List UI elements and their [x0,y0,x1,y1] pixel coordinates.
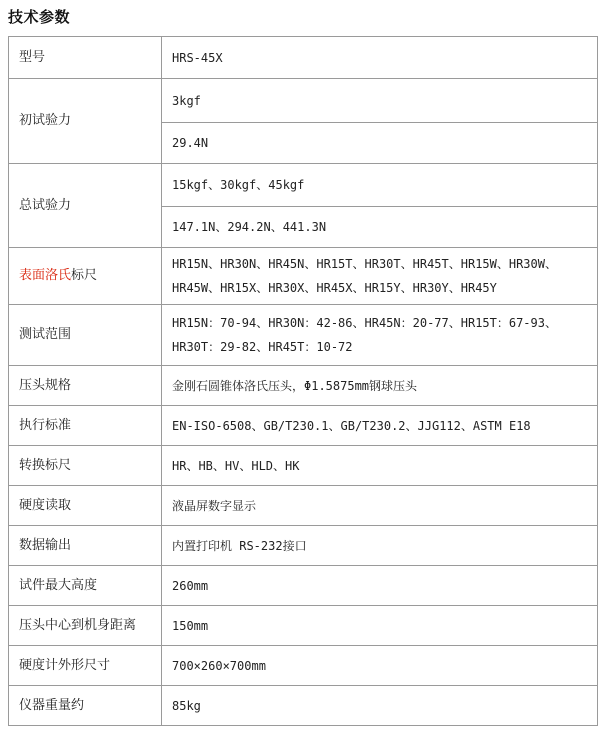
row-value: 85kg [162,686,598,726]
value-line: HR30T：29-82、HR45T：10-72 [172,340,353,354]
table-row-throat [9,606,598,646]
spec-table [8,36,598,726]
table-row-indenter [9,366,598,406]
row-value: 700×260×700mm [162,646,598,686]
row-value: HR、HB、HV、HLD、HK [162,446,598,486]
table-row-total-force [9,164,598,207]
label-rest: 标尺 [71,268,98,283]
row-value: 150mm [162,606,598,646]
table-row-standard [9,406,598,446]
row-label: 压头中心到机身距离 [9,606,162,646]
row-value: 金刚石圆锥体洛氏压头，Φ1.5875mm钢球压头 [162,366,598,406]
row-label: 型号 [9,37,162,79]
row-value: 内置打印机 RS-232接口 [162,526,598,566]
row-value: 3kgf [162,79,598,123]
row-label: 转换标尺 [9,446,162,486]
table-row-weight [9,686,598,726]
row-label: 仪器重量约 [9,686,162,726]
value-line: HR15N、HR30N、HR45N、HR15T、HR30T、HR45T、HR15W、HR30W、 [172,257,557,271]
row-value: EN-ISO-6508、GB/T230.1、GB/T230.2、JJG112、ASTM E18 [162,406,598,446]
table-row-initial-force [9,79,598,123]
row-label: 数据输出 [9,526,162,566]
row-value: 260mm [162,566,598,606]
row-label: 测试范围 [9,305,162,366]
table-row-max-height [9,566,598,606]
table-row-test-range [9,305,598,366]
row-value [162,248,598,305]
table-row-conversion [9,446,598,486]
table-row-reading [9,486,598,526]
row-value: HRS-45X [162,37,598,79]
table-row-scale [9,248,598,305]
row-label: 压头规格 [9,366,162,406]
row-label: 硬度计外形尺寸 [9,646,162,686]
row-label [9,248,162,305]
table-row-output [9,526,598,566]
highlight-label: 表面洛氏 [19,268,72,283]
row-label: 硬度读取 [9,486,162,526]
value-line: HR45W、HR15X、HR30X、HR45X、HR15Y、HR30Y、HR45Y [172,281,497,295]
row-value: 147.1N、294.2N、441.3N [162,207,598,248]
row-label: 总试验力 [9,164,162,248]
row-value: 29.4N [162,123,598,164]
row-label: 执行标准 [9,406,162,446]
row-value [162,305,598,366]
table-row-model [9,37,598,79]
row-value: 液晶屏数字显示 [162,486,598,526]
row-label: 初试验力 [9,79,162,164]
value-line: HR15N：70-94、HR30N：42-86、HR45N：20-77、HR15T：67-93、 [172,316,557,330]
table-row-dimensions [9,646,598,686]
row-label: 试件最大高度 [9,566,162,606]
row-value: 15kgf、30kgf、45kgf [162,164,598,207]
section-title: 技术参数 [8,8,71,26]
